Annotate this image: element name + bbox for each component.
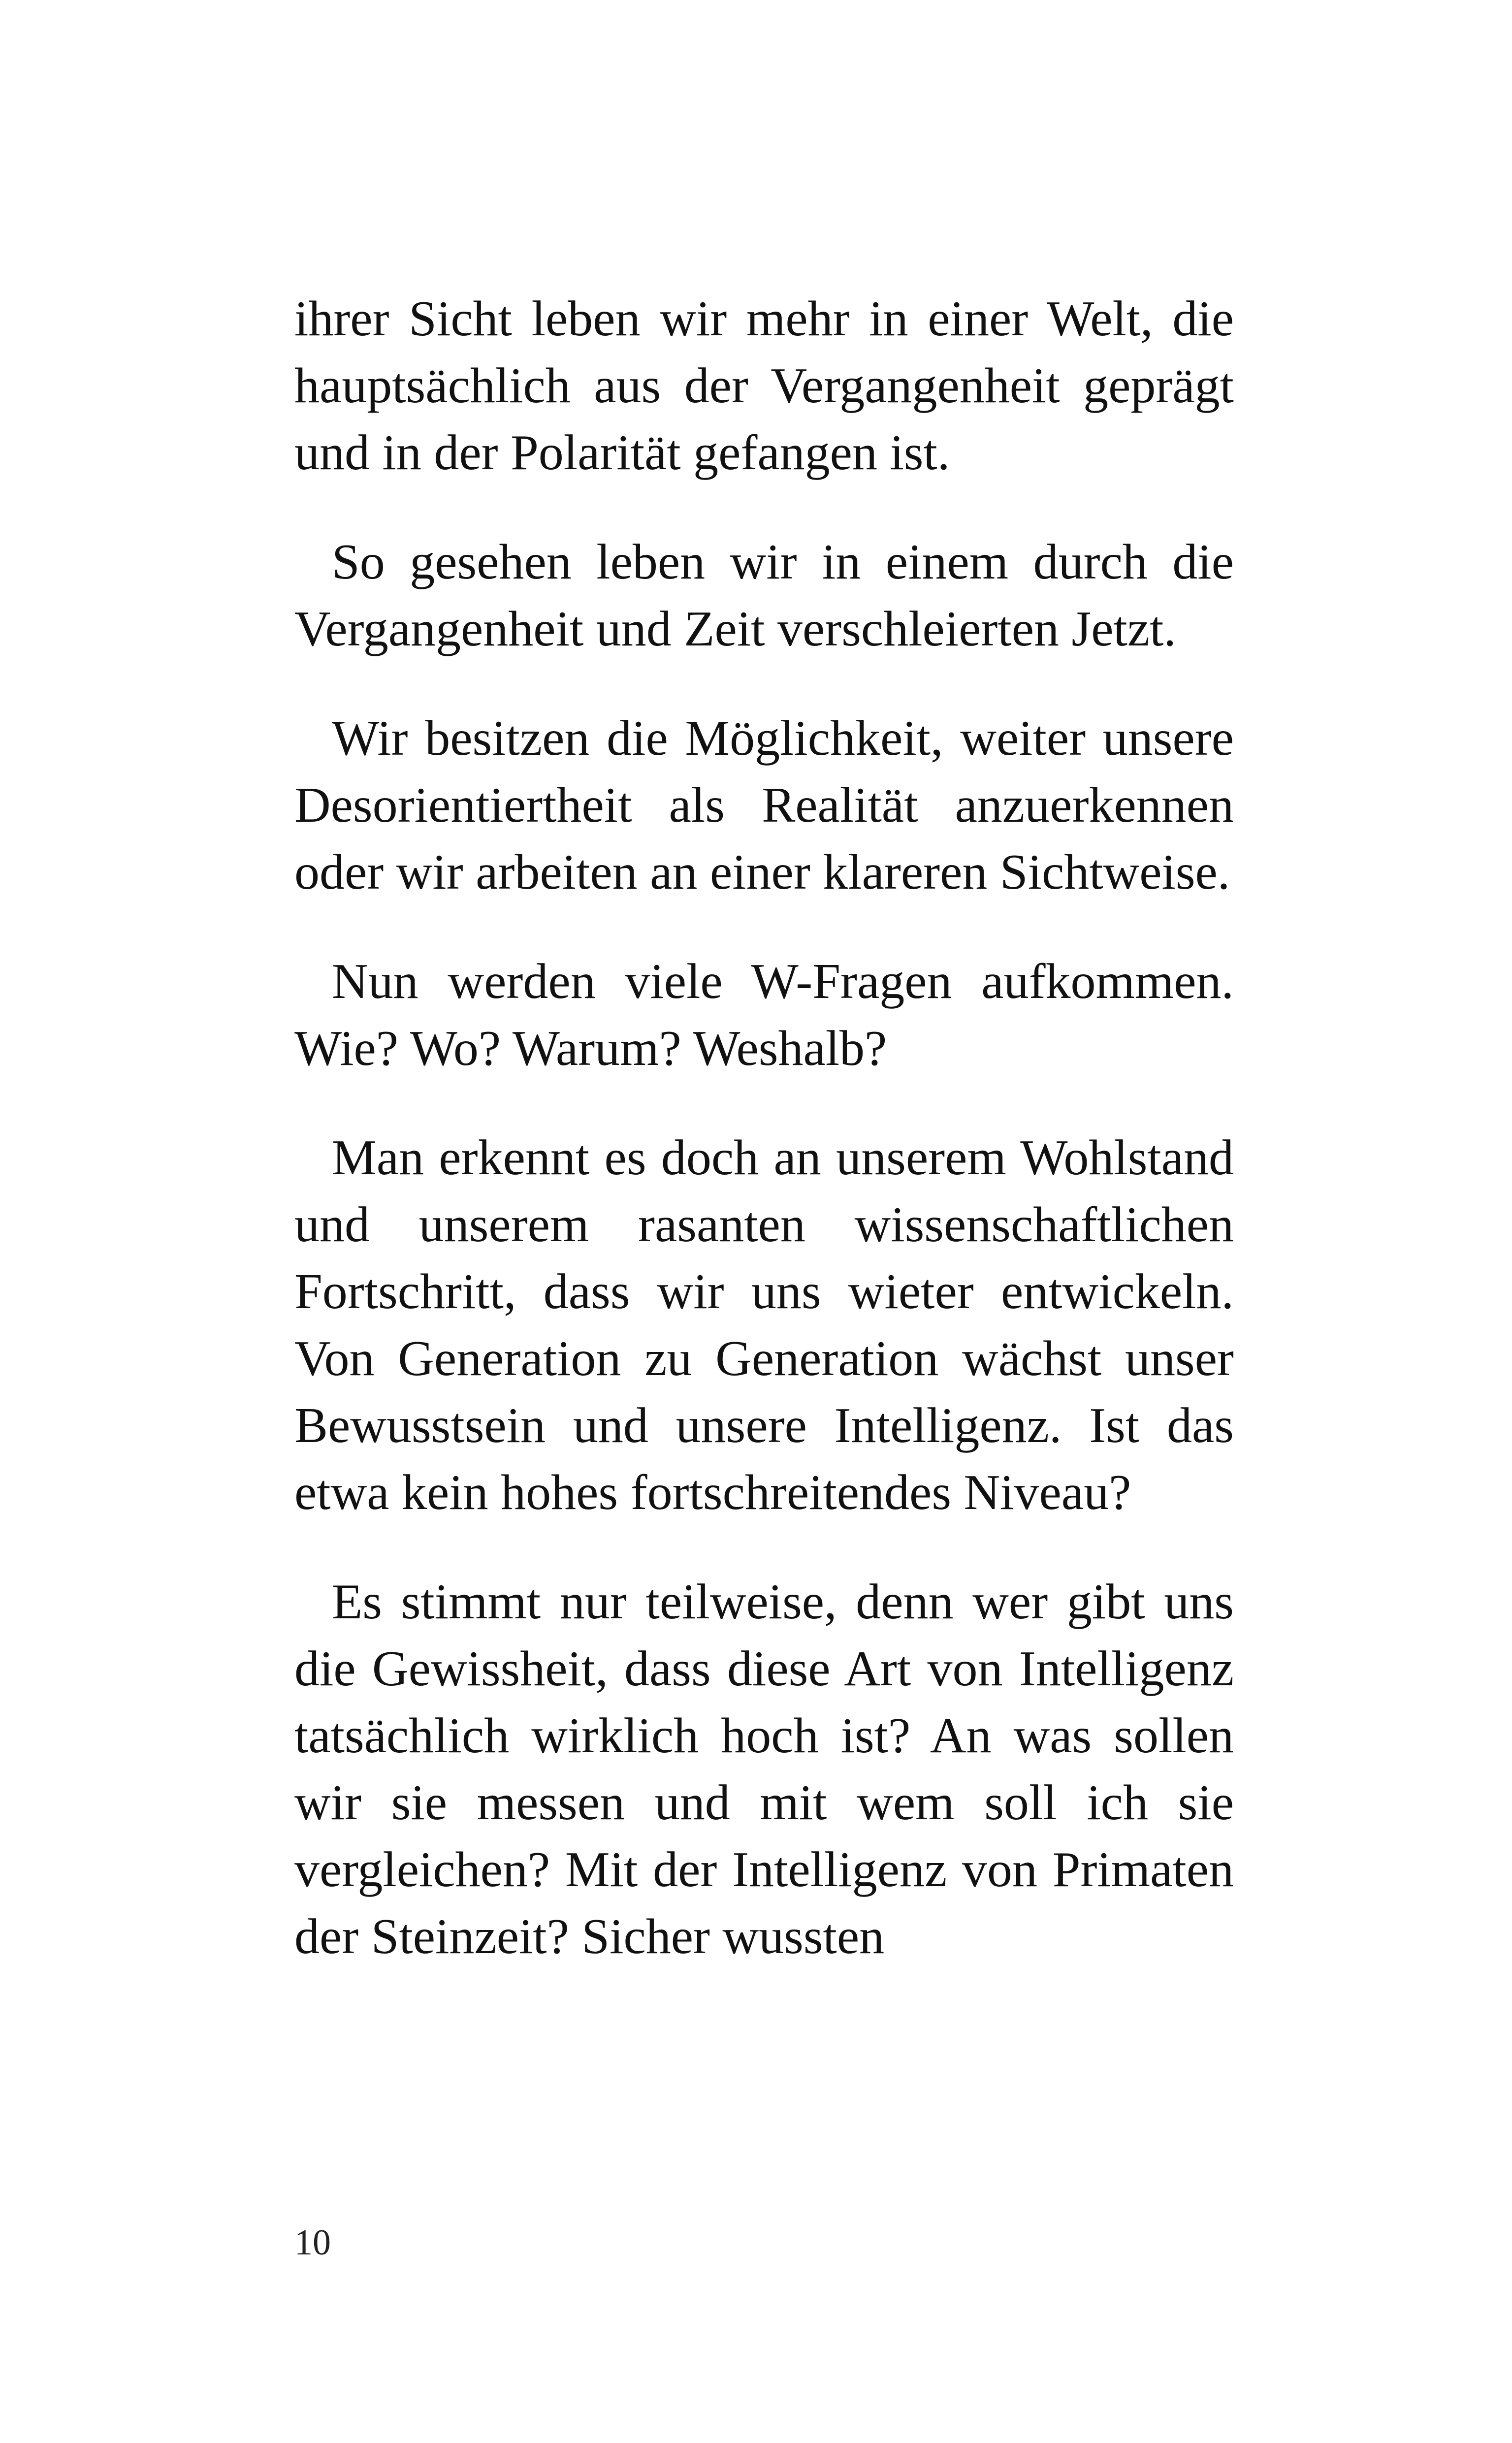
paragraph-6: Es stimmt nur teilweise, denn wer gibt uns die Gewissheit, dass diese Art von Intelligenz tatsächlich wirklich hoch ist? An was sollen wir sie messen und mit wem soll ich sie vergleichen? Mit der Intelligenz von Primaten der Steinzeit? Sicher wussten (294, 1574, 1234, 1964)
paragraph-5: Man erkennt es doch an unserem Wohlstand und unserem rasanten wissenschaftlichen Fortschritt, dass wir uns wieter entwickeln. Von Generation zu Generation wächst unser Bewusstsein und unsere Intelligenz. Ist das etwa kein hohes fortschreitendes Niveau? (294, 1130, 1234, 1520)
paragraph-3: Wir besitzen die Möglichkeit, weiter unsere Desorientiertheit als Realität anzuerkennen oder wir arbeiten an einer klareren Sichtweise. (294, 710, 1234, 900)
body-text (294, 286, 1234, 2013)
paragraph-4: Nun werden viele W-Fragen aufkommen. Wie? Wo? Warum? Weshalb? (294, 954, 1234, 1076)
page-number: 10 (294, 2222, 331, 2263)
paragraph-1: ihrer Sicht leben wir mehr in einer Welt, die hauptsächlich aus der Vergangenheit geprägt und in der Polarität gefangen ist. (294, 291, 1234, 481)
paragraph-2: So gesehen leben wir in einem durch die Vergangenheit und Zeit verschleierten Jetzt. (294, 534, 1234, 657)
